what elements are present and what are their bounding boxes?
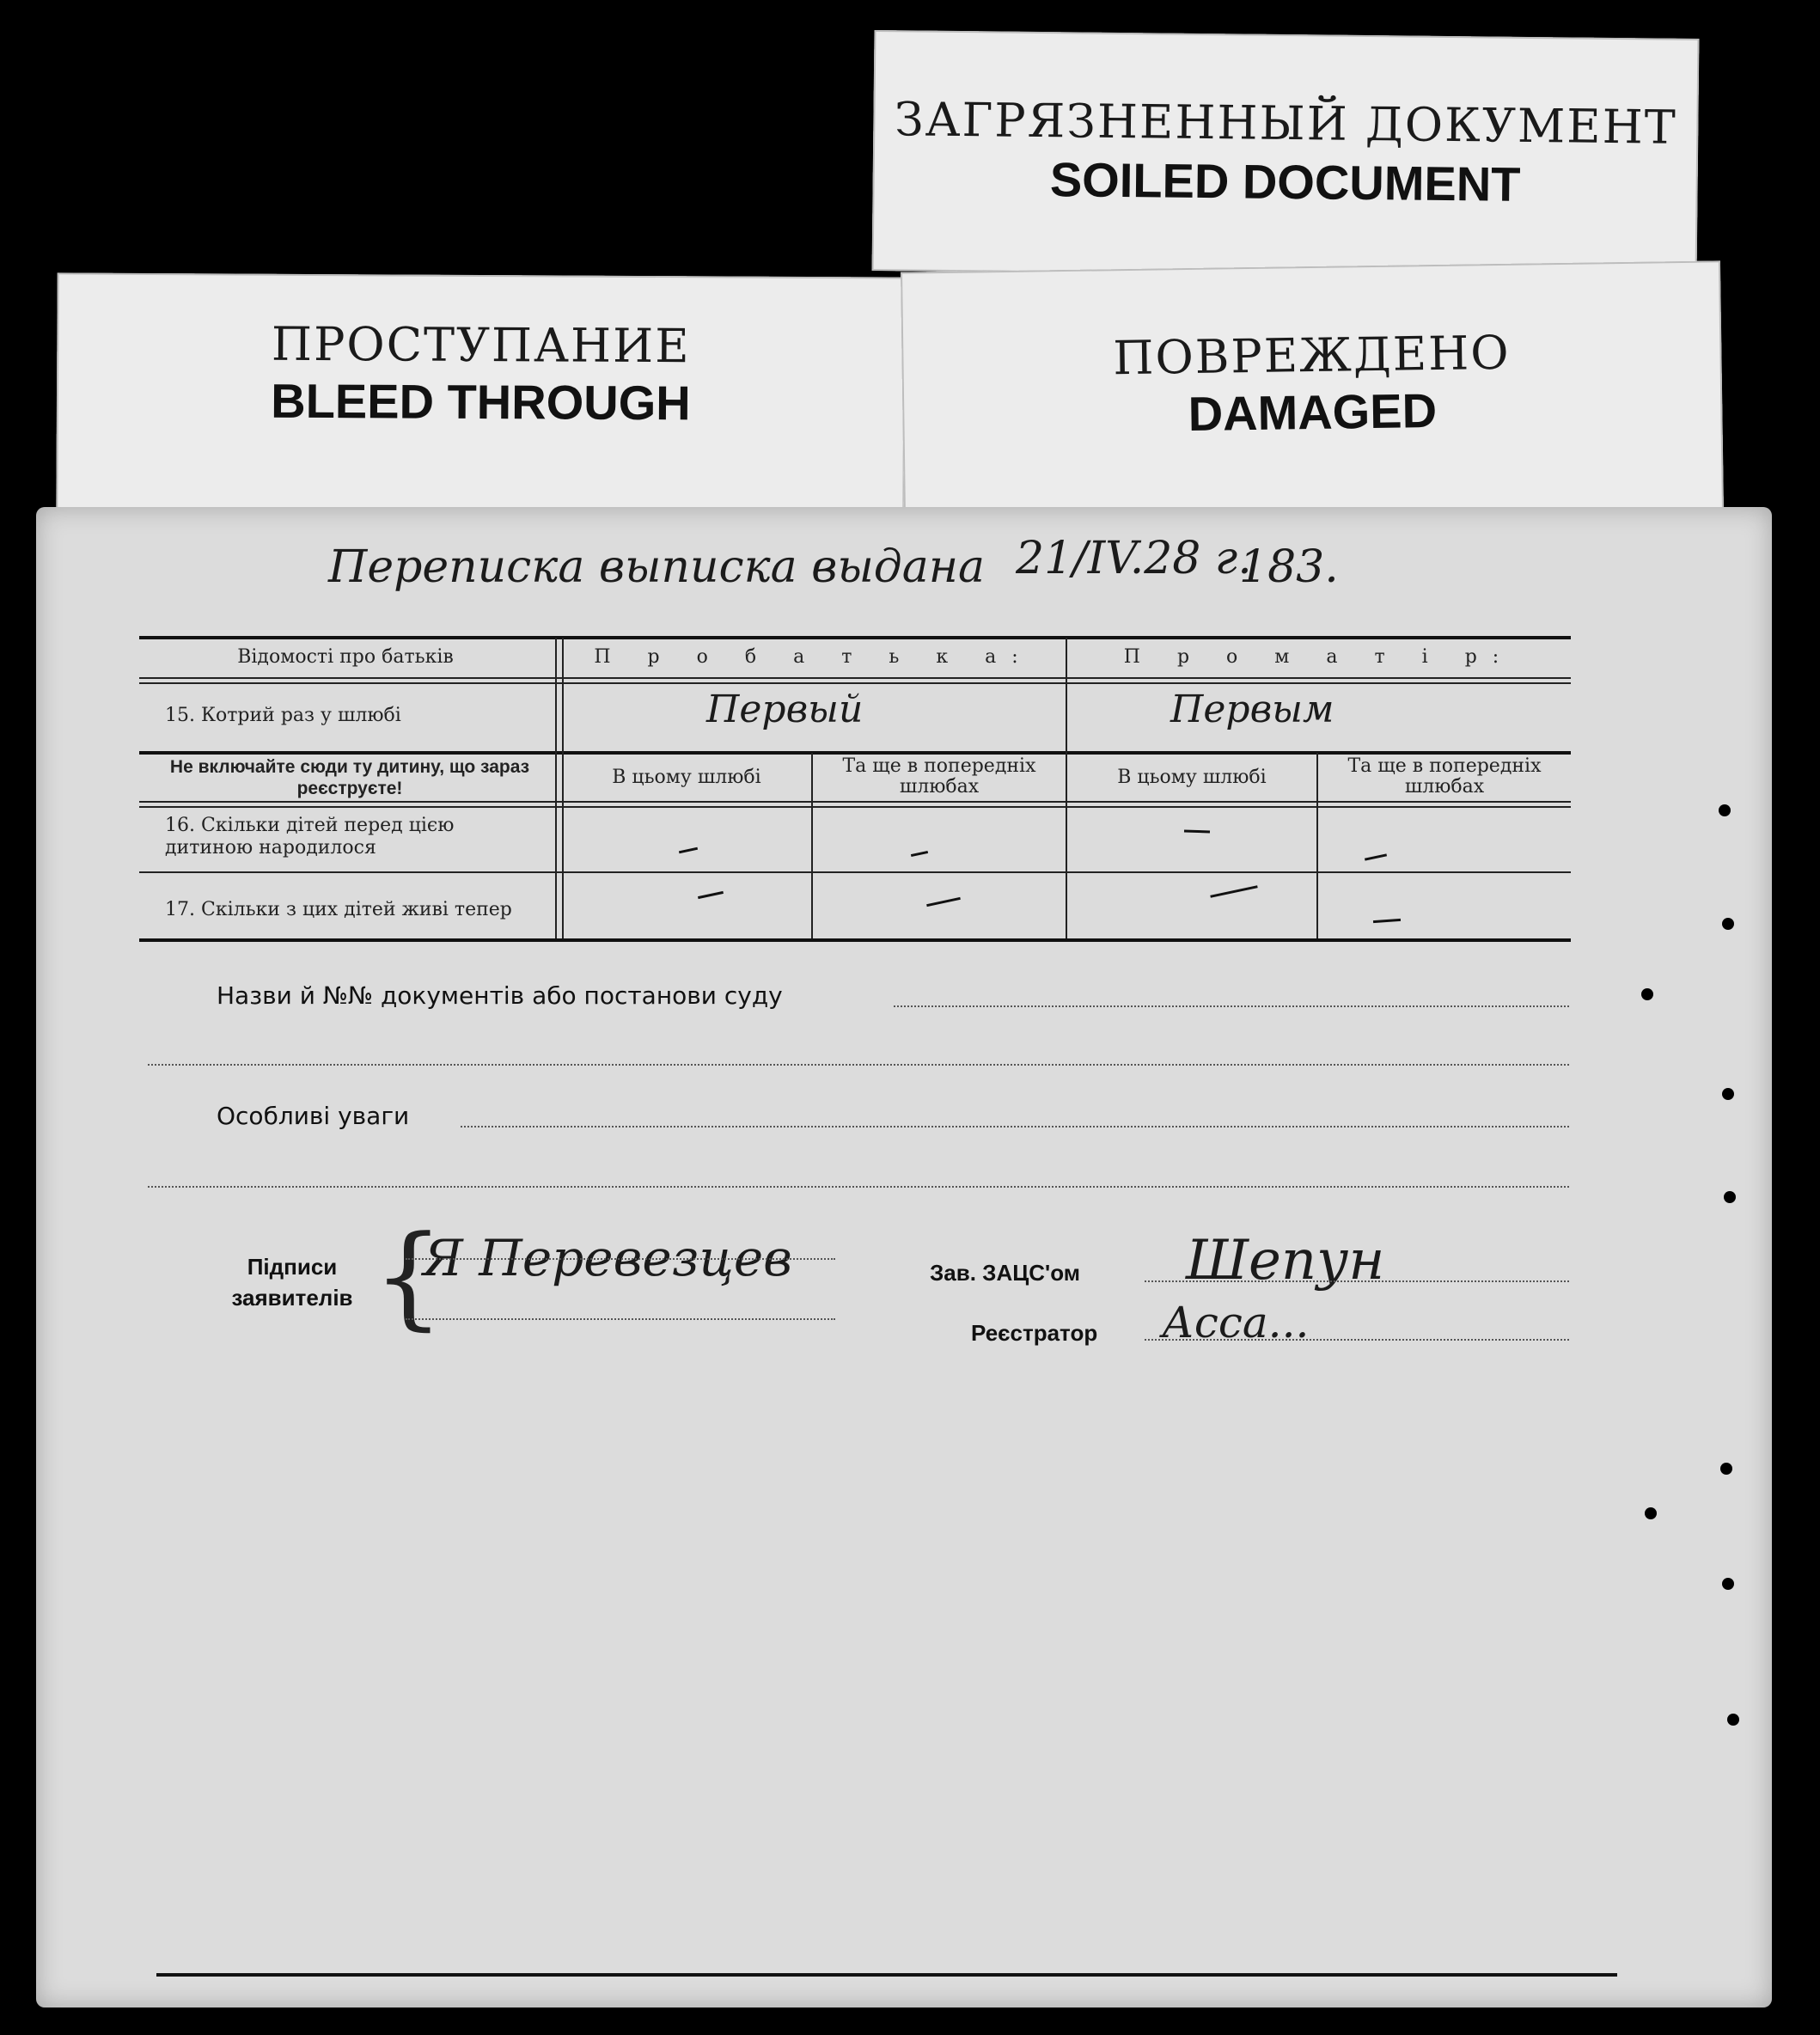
soiled-document-label (872, 30, 1700, 279)
head-line (1145, 1280, 1569, 1282)
damaged-label-en: DAMAGED (1188, 382, 1438, 442)
row15-father-value: Первый (706, 688, 864, 731)
subheader-mother-this: В цьому шлюбі (1117, 767, 1267, 788)
documents-line-2 (148, 1064, 1569, 1066)
applicant-line-1 (406, 1258, 835, 1260)
table-rule (139, 801, 1571, 803)
punch-hole (1720, 1463, 1732, 1475)
notes-line-2 (148, 1186, 1569, 1188)
top-note-number: 183. (1239, 541, 1339, 593)
documents-line (894, 1005, 1569, 1007)
top-note-text: Переписка выписка выдана (328, 541, 986, 593)
registrar-label: Реєстратор (971, 1320, 1098, 1346)
punch-hole (1722, 1088, 1734, 1100)
applicant-signature: Я Перевезцев (423, 1229, 792, 1287)
bleed-through-label (56, 272, 905, 517)
punch-hole (1722, 1578, 1734, 1590)
subheader-note: Не включайте сюди ту дитину, що зараз реєструєте! (169, 757, 530, 798)
head-label: Зав. ЗАЦС'ом (930, 1260, 1080, 1286)
bleed-label-ru: ПРОСТУПАНИЕ (271, 316, 691, 374)
row17-father-this-dash (698, 891, 724, 899)
table-rule (139, 751, 1571, 755)
row15-label: 15. Котрий раз у шлюбі (165, 705, 401, 726)
damaged-label (901, 260, 1724, 521)
sheet-bottom-rule (156, 1973, 1617, 1977)
table-rule (139, 871, 1571, 873)
subheader-father-this: В цьому шлюбі (612, 767, 761, 788)
row16-mother-previous-dash (1365, 853, 1387, 860)
row16-mother-this-dash (1184, 829, 1210, 833)
table-top-rule (139, 636, 1571, 639)
row16-father-this-dash (679, 847, 698, 854)
registrar-signature: Асса... (1162, 1298, 1310, 1348)
documents-label: Назви й №№ документів або постанови суду (217, 981, 783, 1010)
soiled-label-ru: ЗАГРЯЗНЕННЫЙ ДОКУМЕНТ (894, 92, 1678, 155)
table-rule (139, 682, 1571, 684)
row16-father-previous-dash (911, 851, 928, 857)
row17-mother-this-dash (1210, 885, 1257, 898)
table-rule (139, 677, 1571, 679)
row17-label: 17. Скільки з цих дітей живі тепер (165, 899, 512, 920)
punch-hole (1641, 988, 1653, 1000)
punch-hole (1719, 804, 1731, 816)
row17-father-previous-dash (926, 897, 961, 907)
row16-label: 16. Скільки дітей перед цією дитиною народилося (165, 815, 455, 859)
head-signature: Шепун (1186, 1229, 1385, 1292)
damaged-label-ru: ПОВРЕЖДЕНО (1112, 325, 1511, 386)
header-parents: Відомості про батьків (237, 646, 454, 668)
notes-label: Особливі уваги (217, 1102, 410, 1130)
document-sheet (36, 507, 1772, 2008)
row15-mother-value: Первым (1170, 688, 1334, 731)
punch-hole (1727, 1714, 1739, 1726)
table-rule (139, 806, 1571, 808)
notes-line (461, 1126, 1569, 1128)
punch-hole (1645, 1507, 1657, 1519)
applicants-label: Підписи заявителів (231, 1254, 353, 1311)
punch-hole (1722, 918, 1734, 930)
header-father: П р о б а т ь к а: (594, 646, 1034, 668)
applicants-brace: { (373, 1211, 444, 1341)
row17-mother-previous-dash (1373, 919, 1401, 923)
subheader-mother-previous: Та ще в попередніх шлюбах (1347, 755, 1542, 798)
header-mother: П р о м а т і р: (1123, 646, 1515, 668)
top-note-date: 21/IV.28 г. (1016, 533, 1252, 584)
soiled-label-en: SOILED DOCUMENT (1049, 152, 1521, 211)
registrar-line (1145, 1339, 1569, 1341)
table-bottom-rule (139, 938, 1571, 942)
subheader-father-previous: Та ще в попередніх шлюбах (842, 755, 1036, 798)
punch-hole (1724, 1191, 1736, 1203)
applicant-line-2 (406, 1318, 835, 1320)
bleed-label-en: BLEED THROUGH (271, 373, 691, 431)
